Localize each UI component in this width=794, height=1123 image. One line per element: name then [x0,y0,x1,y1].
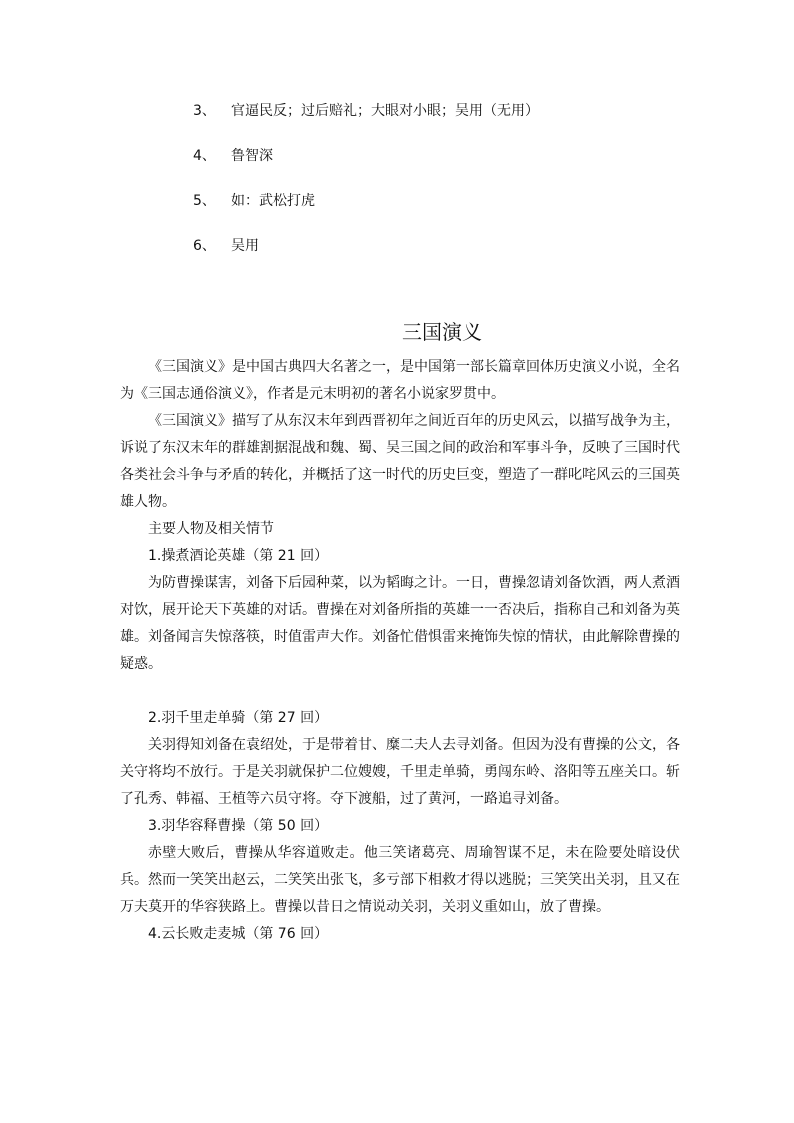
intro-paragraph-1: 《三国演义》是中国古典四大名著之一，是中国第一部长篇章回体历史演义小说，全名为《三国志通俗演义》，作者是元末明初的著名小说家罗贯中。 [120,359,680,402]
answer-text: 官逼民反；过后赔礼；大眼对小眼；吴用（无用） [231,103,539,119]
answer-item-3 [193,101,539,121]
intro-paragraph-2: 《三国演义》描写了从东汉末年到西晋初年之间近百年的历史风云，以描写战争为主，诉说了东汉末年的群雄割据混战和魏、蜀、吴三国之间的政治和军事斗争，反映了三国时代各类社会斗争与矛盾的转化，并概括了这一时代的历史巨变，塑造了一群叱咤风云的三国英雄人物。 [120,413,680,510]
episode-text-2: 关羽得知刘备在袁绍处，于是带着甘、糜二夫人去寻刘备。但因为没有曹操的公文，各关守将均不放行。于是关羽就保护二位嫂嫂，千里走单骑，勇闯东岭、洛阳等五座关口。斩了孔秀、韩福、王植等六员守将。夺下渡船，过了黄河，一路追寻刘备。 [120,737,680,807]
page-title: 三国演义 [402,320,482,344]
answer-item-6 [193,236,259,256]
answer-item-4 [193,146,273,166]
answer-text: 如：武松打虎 [231,193,315,209]
episode-text-3: 赤壁大败后，曹操从华容道败走。他三笑诸葛亮、周瑜智谋不足，未在险要处暗设伏兵。然而一笑笑出赵云，二笑笑出张飞，多亏部下相救才得以逃脱；三笑笑出关羽，且又在万夫莫开的华容狭路上。曹操以昔日之情说动关羽，关羽义重如山，放了曹操。 [120,845,680,915]
article-body [120,354,680,948]
answer-number: 6、 [193,238,216,254]
episode-heading-3: 3.羽华容释曹操（第 50 回） [148,818,329,834]
episode-heading-1: 1.操煮酒论英雄（第 21 回） [148,548,329,564]
answer-text: 鲁智深 [231,148,273,164]
answer-text: 吴用 [231,238,259,254]
episode-heading-2: 2.羽千里走单骑（第 27 回） [148,710,329,726]
episode-text-1: 为防曹操谋害，刘备下后园种菜，以为韬晦之计。一日，曹操忽请刘备饮酒，两人煮酒对饮，展开论天下英雄的对话。曹操在对刘备所指的英雄一一否决后，指称自己和刘备为英雄。刘备闻言失惊落筷，时值雷声大作。刘备忙借惧雷来掩饰失惊的情状，由此解除曹操的疑惑。 [120,575,680,672]
answer-number: 3、 [193,103,216,119]
answer-number: 5、 [193,193,216,209]
spacer [120,678,680,705]
answer-item-5 [193,191,315,211]
episode-heading-4: 4.云长败走麦城（第 76 回） [148,926,329,942]
section-heading: 主要人物及相关情节 [148,521,274,537]
answer-number: 4、 [193,148,216,164]
